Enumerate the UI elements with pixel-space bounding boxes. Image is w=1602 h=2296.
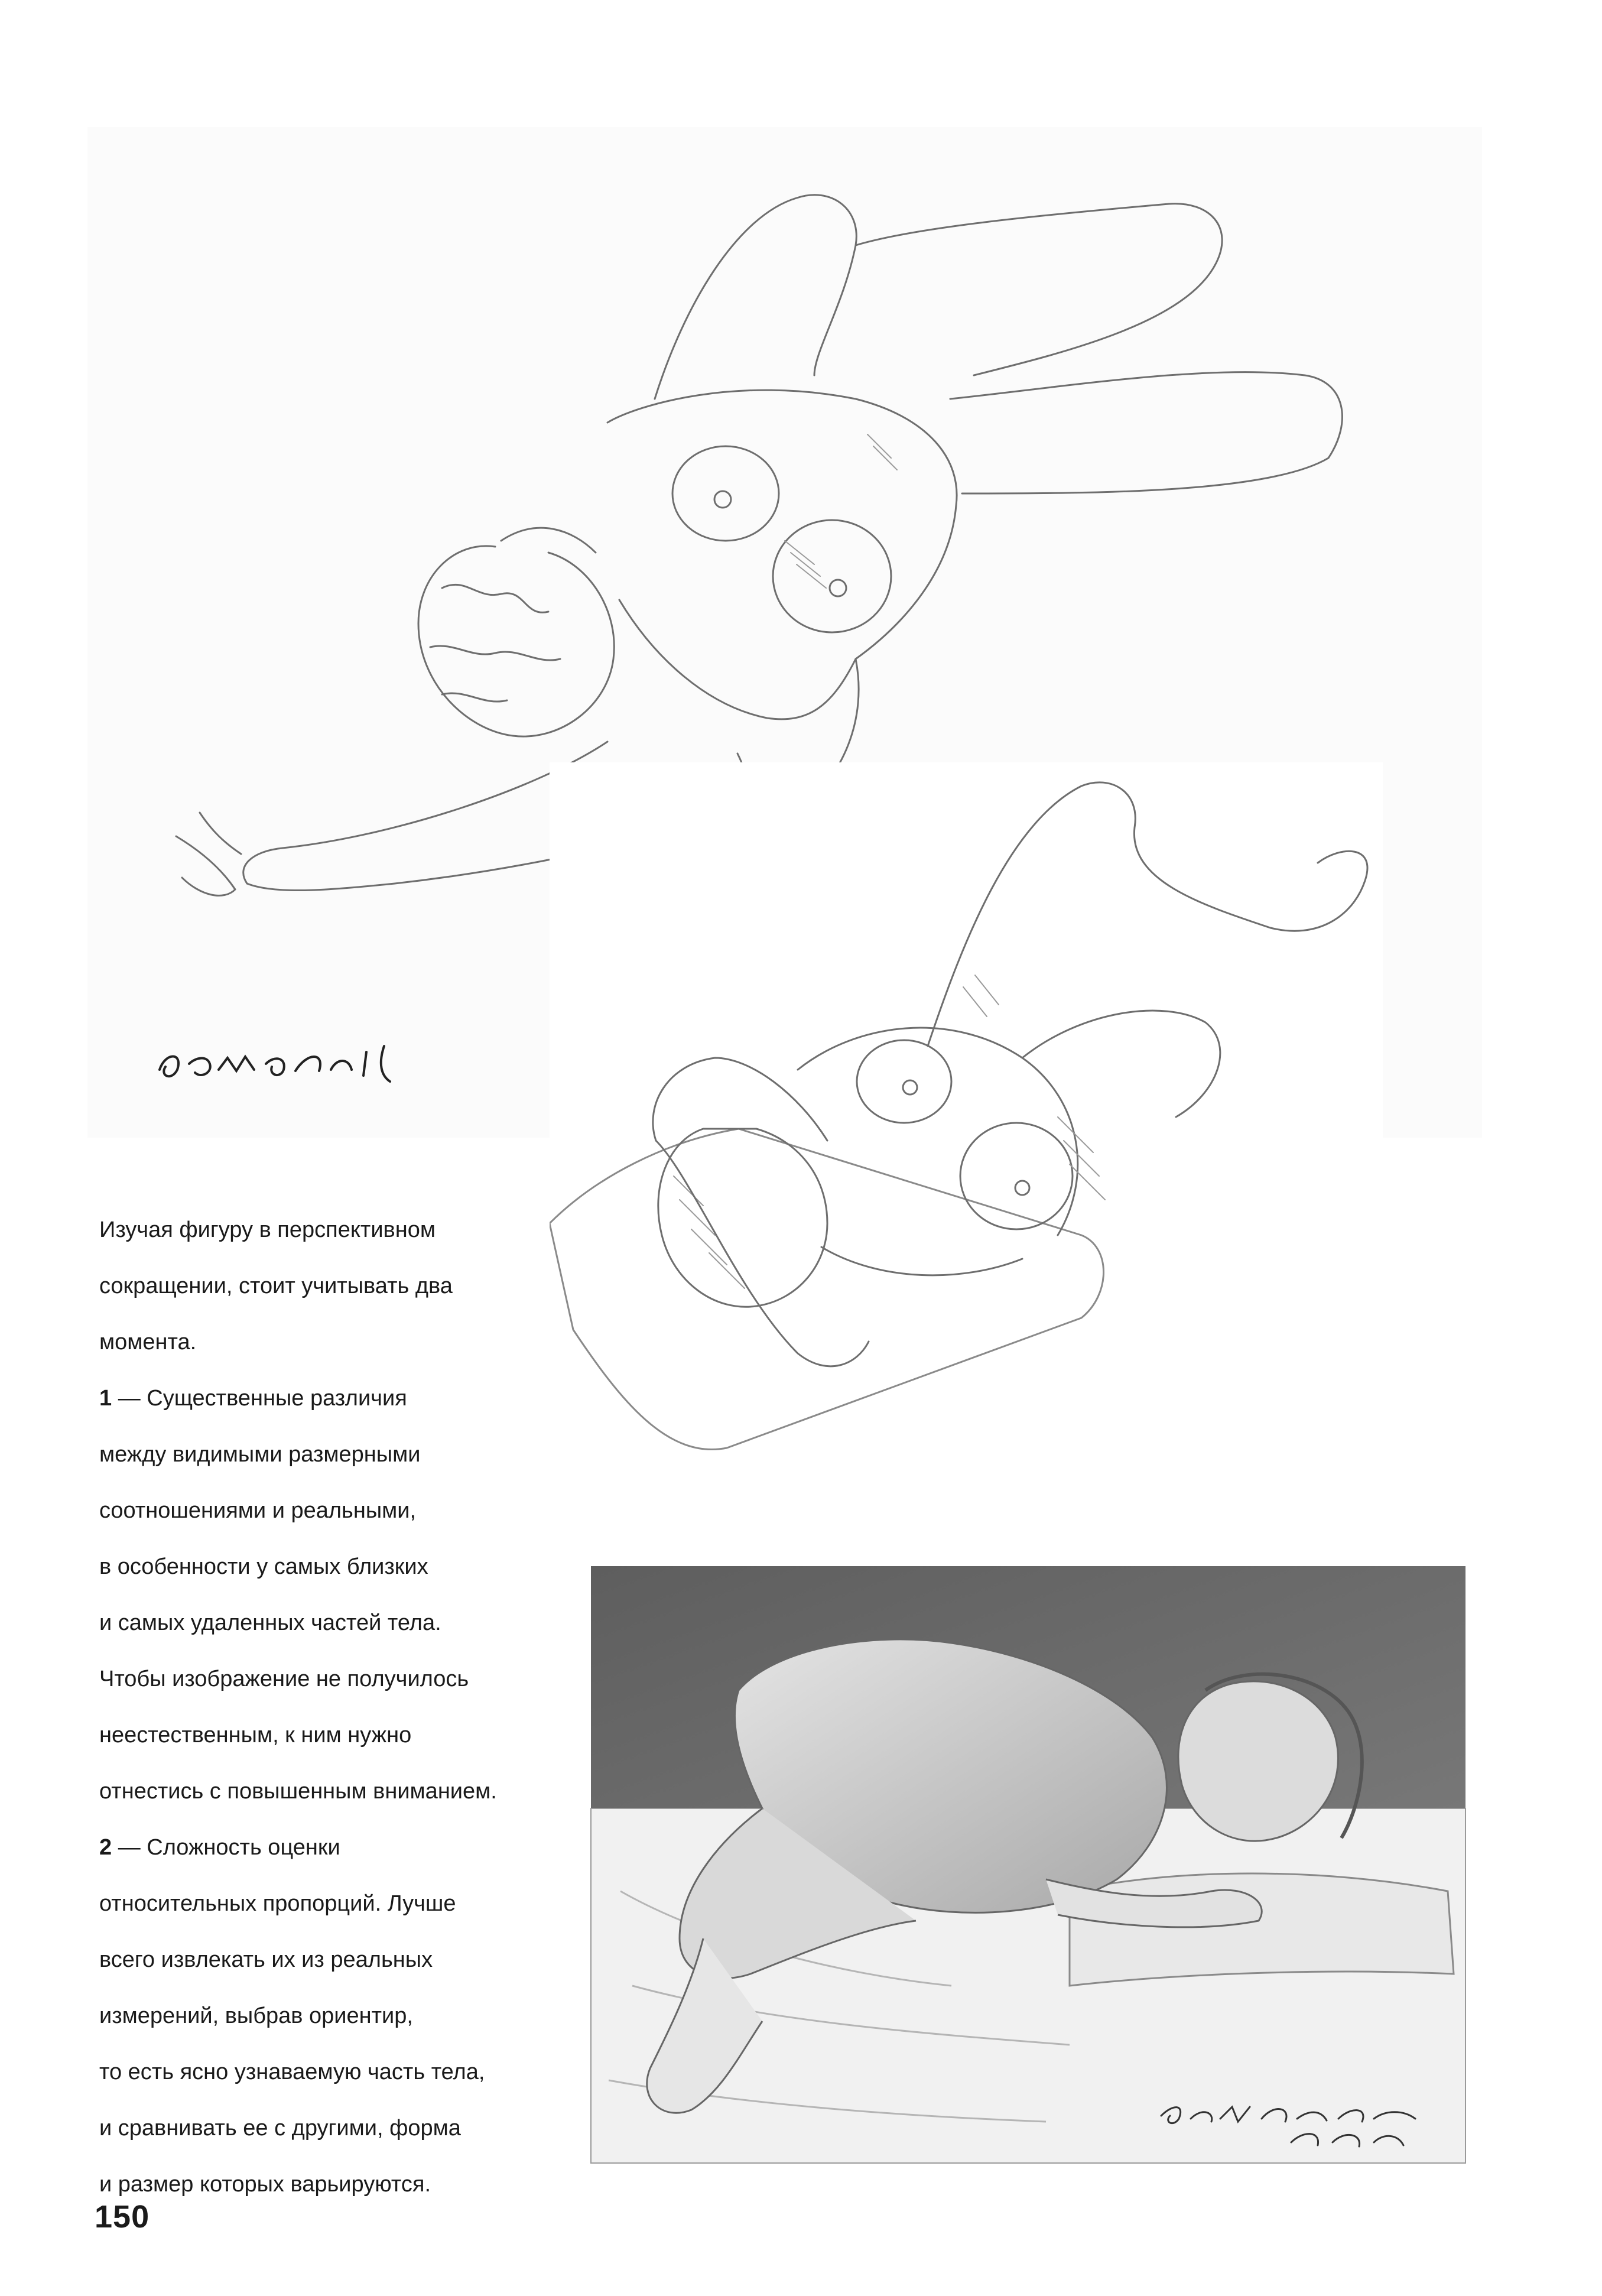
caption-line: измерений, выбрав ориентир, xyxy=(99,2003,413,2028)
caption-point-2 xyxy=(99,1834,548,1862)
caption-text xyxy=(99,1188,548,2227)
caption-line: — Существенные различия xyxy=(112,1385,407,1411)
figure-on-pillow-drawing xyxy=(550,762,1383,1495)
caption-line: между видимыми размерными xyxy=(99,1441,421,1467)
caption-line: отнестись с повышенным вниманием. xyxy=(99,1778,497,1804)
curled-figure-drawing xyxy=(585,1560,1471,2169)
caption-line: Чтобы изображение не получилось xyxy=(99,1666,469,1691)
handwritten-note xyxy=(1155,2092,1439,2157)
artist-signature xyxy=(148,1028,443,1093)
caption-line: и самых удаленных частей тела. xyxy=(99,1610,441,1635)
caption-line: момента. xyxy=(99,1329,197,1355)
caption-line: — Сложность оценки xyxy=(112,1834,340,1860)
caption-line: в особенности у самых близких xyxy=(99,1554,428,1579)
caption-line: сокращении, стоит учитывать два xyxy=(99,1273,453,1298)
middle-illustration xyxy=(550,762,1383,1495)
bottom-illustration xyxy=(585,1560,1471,2169)
page-number: 150 xyxy=(95,2199,150,2235)
caption-point-1 xyxy=(99,1385,548,1413)
caption-line: неестественным, к ним нужно xyxy=(99,1722,412,1748)
point-1-number: 1 xyxy=(99,1385,112,1411)
point-2-number: 2 xyxy=(99,1834,112,1860)
caption-line: Изучая фигуру в перспективном xyxy=(99,1217,436,1242)
caption-line: то есть ясно узнаваемую часть тела, xyxy=(99,2059,485,2084)
caption-line: всего извлекать их из реальных xyxy=(99,1947,433,1972)
caption-line: относительных пропорций. Лучше xyxy=(99,1891,456,1916)
caption-line: и сравнивать ее с другими, форма xyxy=(99,2115,461,2141)
caption-line: и размер которых варьируются. xyxy=(99,2171,431,2197)
caption-line: соотношениями и реальными, xyxy=(99,1498,417,1523)
